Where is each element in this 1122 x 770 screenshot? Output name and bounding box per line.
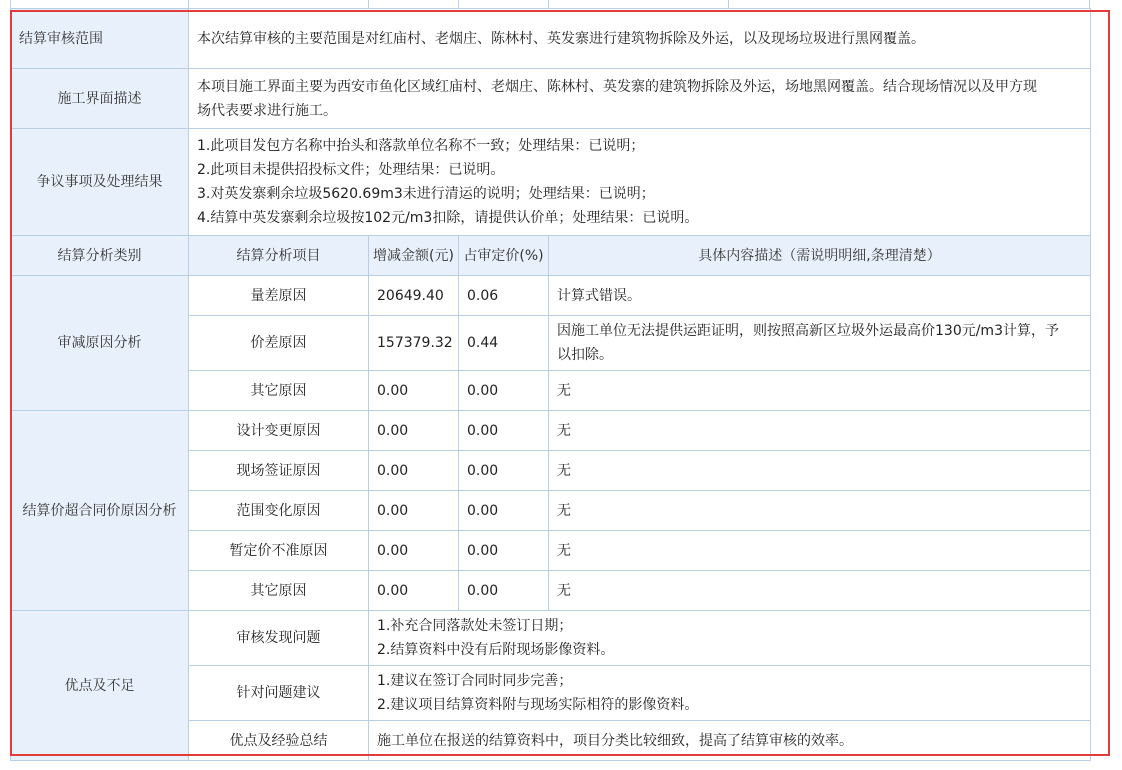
table-row (11, 276, 1091, 316)
row-desc: 无 (549, 571, 1091, 611)
row-item: 优点及经验总结 (189, 721, 369, 761)
desc-line: 以扣除。 (557, 347, 613, 363)
interface-line: 场代表要求进行施工。 (197, 102, 337, 119)
interface-row (11, 69, 1091, 129)
row-item: 现场签证原因 (189, 451, 369, 491)
row-amount: 0.00 (369, 531, 459, 571)
row-desc: 无 (549, 411, 1091, 451)
interface-text (189, 69, 1091, 129)
row-item: 其它原因 (189, 371, 369, 411)
row-desc: 无 (549, 371, 1091, 411)
desc-line: 1.建议在签订合同时同步完善； (377, 673, 573, 689)
overrun-category: 结算价超合同价原因分析 (11, 411, 189, 611)
row-ratio: 0.00 (459, 491, 549, 531)
row-amount: 0.00 (369, 371, 459, 411)
interface-line: 本项目施工界面主要为西安市鱼化区域红庙村、老烟庄、陈林村、英发寨的建筑物拆除及外运，场地黑网覆盖。结合现场情况以及甲方现 (197, 78, 1037, 95)
row-desc: 无 (549, 451, 1091, 491)
analysis-header-row (11, 236, 1091, 276)
row-ratio: 0.00 (459, 451, 549, 491)
row-ratio: 0.44 (459, 316, 549, 371)
row-desc (369, 611, 1091, 666)
row-item: 量差原因 (189, 276, 369, 316)
row-desc: 无 (549, 491, 1091, 531)
scope-row (11, 9, 1091, 69)
dispute-line: 3.对英发寨剩余垃圾5620.69m3未进行清运的说明；处理结果：已说明； (197, 186, 655, 202)
pros-cons-category: 优点及不足 (11, 611, 189, 761)
header-ratio: 占审定价(%) (459, 236, 549, 276)
disputes-text (189, 129, 1091, 236)
row-amount: 20649.40 (369, 276, 459, 316)
row-desc: 无 (549, 531, 1091, 571)
row-item: 价差原因 (189, 316, 369, 371)
row-ratio: 0.06 (459, 276, 549, 316)
dispute-line: 1.此项目发包方名称中抬头和落款单位名称不一致；处理结果：已说明； (197, 138, 645, 154)
row-item: 其它原因 (189, 571, 369, 611)
row-ratio: 0.00 (459, 531, 549, 571)
desc-line: 2.结算资料中没有后附现场影像资料。 (377, 642, 615, 658)
header-category: 结算分析类别 (11, 236, 189, 276)
desc-line: 1.补充合同落款处未签订日期； (377, 618, 573, 634)
row-item: 范围变化原因 (189, 491, 369, 531)
row-amount: 0.00 (369, 571, 459, 611)
dispute-line: 4.结算中英发寨剩余垃圾按102元/m3扣除，请提供认价单；处理结果：已说明。 (197, 210, 699, 226)
scope-text: 本次结算审核的主要范围是对红庙村、老烟庄、陈林村、英发寨进行建筑物拆除及外运，以及现场垃圾进行黑网覆盖。 (189, 9, 1091, 69)
row-item: 审核发现问题 (189, 611, 369, 666)
row-item: 暂定价不准原因 (189, 531, 369, 571)
row-amount: 0.00 (369, 411, 459, 451)
header-desc: 具体内容描述（需说明明细,条理清楚） (549, 236, 1091, 276)
desc-line: 2.建议项目结算资料附与现场实际相符的影像资料。 (377, 697, 699, 713)
row-ratio: 0.00 (459, 371, 549, 411)
interface-label: 施工界面描述 (11, 69, 189, 129)
table-row (11, 411, 1091, 451)
row-desc: 计算式错误。 (549, 276, 1091, 316)
row-amount: 0.00 (369, 491, 459, 531)
row-item: 设计变更原因 (189, 411, 369, 451)
row-ratio: 0.00 (459, 411, 549, 451)
row-desc (549, 316, 1091, 371)
row-desc (369, 666, 1091, 721)
header-amount: 增减金额(元) (369, 236, 459, 276)
settlement-audit-table (10, 8, 1091, 761)
reduction-category: 审减原因分析 (11, 276, 189, 411)
row-amount: 157379.32 (369, 316, 459, 371)
row-desc: 施工单位在报送的结算资料中，项目分类比较细致，提高了结算审核的效率。 (369, 721, 1091, 761)
header-item: 结算分析项目 (189, 236, 369, 276)
desc-line: 因施工单位无法提供运距证明，则按照高新区垃圾外运最高价130元/m3计算，予 (557, 323, 1059, 339)
previous-table-edge (0, 0, 1122, 8)
scope-label: 结算审核范围 (11, 9, 189, 69)
dispute-line: 2.此项目未提供招投标文件；处理结果：已说明。 (197, 162, 505, 178)
row-amount: 0.00 (369, 451, 459, 491)
table-row (11, 611, 1091, 666)
row-ratio: 0.00 (459, 571, 549, 611)
row-item: 针对问题建议 (189, 666, 369, 721)
disputes-label: 争议事项及处理结果 (11, 129, 189, 236)
disputes-row (11, 129, 1091, 236)
